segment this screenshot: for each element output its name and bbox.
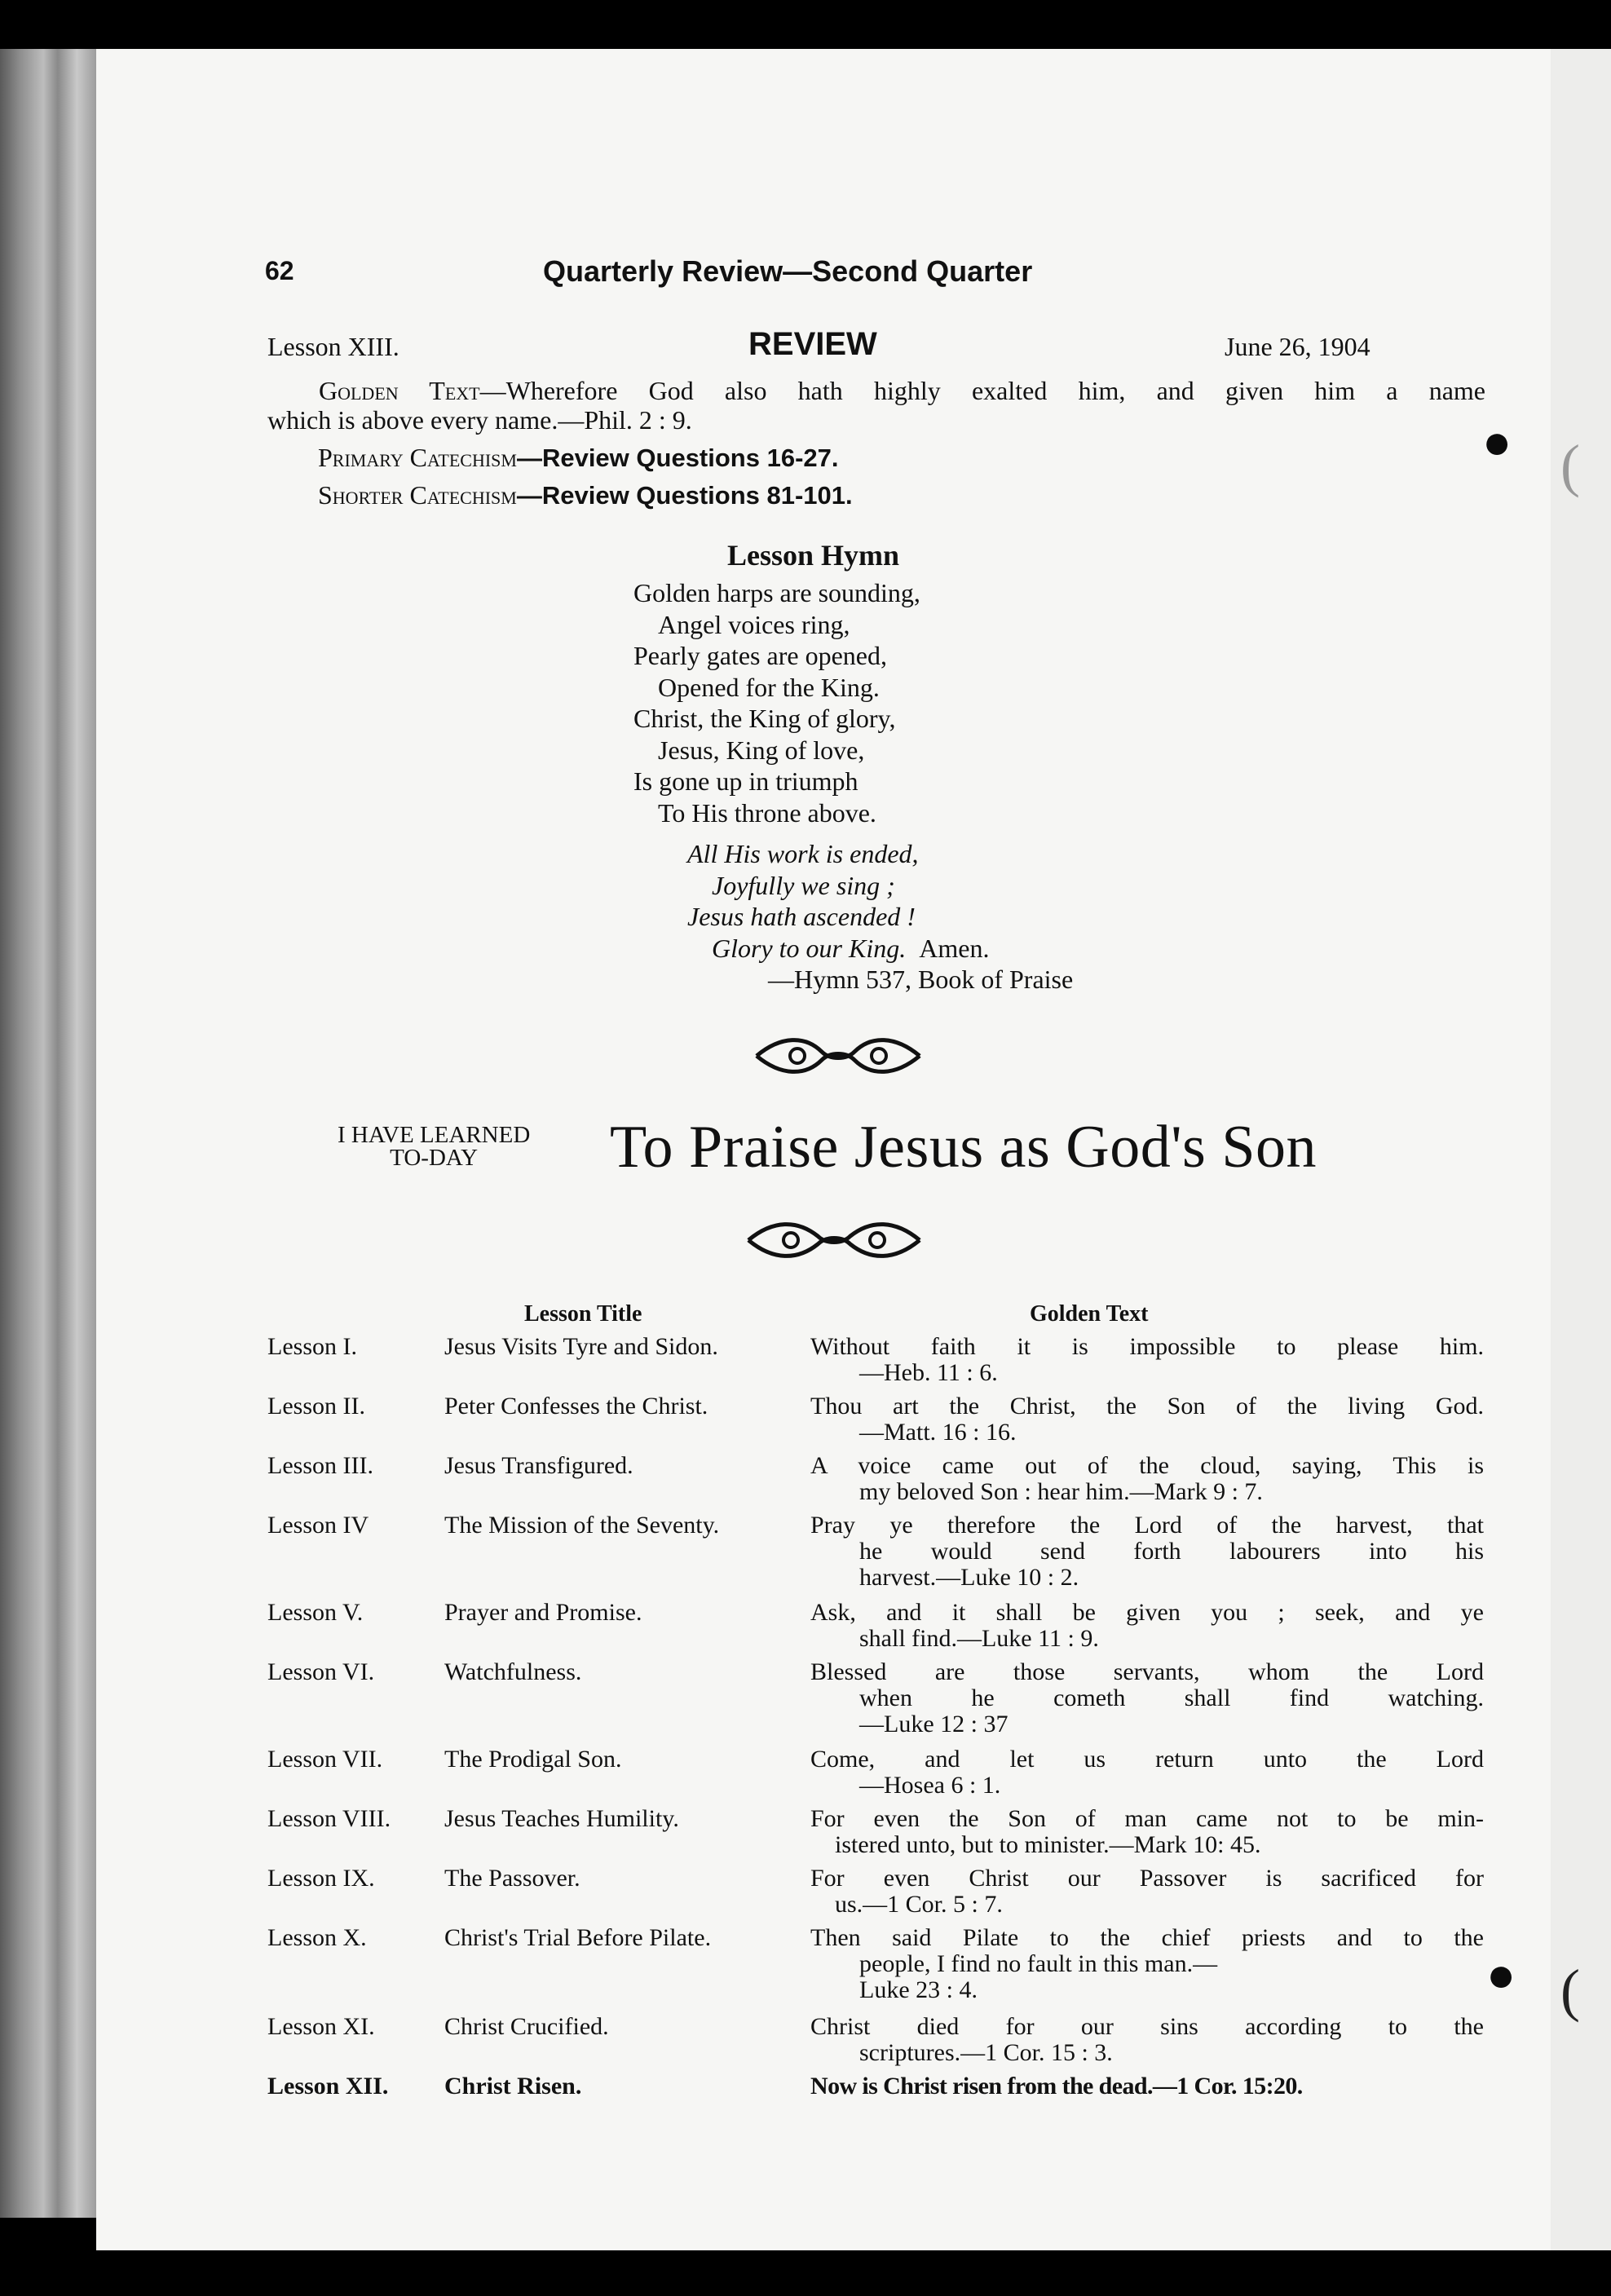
lesson-date: June 26, 1904 — [1225, 332, 1370, 361]
hymn-line: Christ, the King of glory, — [633, 704, 896, 733]
lesson-number: Lesson IX. — [267, 1865, 375, 1892]
golden-text-line: For even Christ our Passover is sacrificed for — [810, 1865, 1484, 1892]
hymn-line: Golden harps are sounding, — [633, 578, 920, 607]
lesson-number: Lesson VII. — [267, 1746, 383, 1773]
hymn-line: Opened for the King. — [658, 672, 880, 702]
lesson-title: Watchfulness. — [444, 1658, 582, 1685]
golden-text-line: us.—1 Cor. 5 : 7. — [835, 1891, 1003, 1918]
lesson-number: Lesson X. — [267, 1924, 367, 1951]
golden-text-line: Thou art the Christ, the Son of the living God. — [810, 1393, 1484, 1420]
book-page — [96, 49, 1551, 2250]
ornament-divider — [748, 1027, 928, 1084]
golden-text-cell — [810, 1600, 1484, 1652]
golden-text-cell — [810, 1866, 1484, 1918]
chorus-line: Joyfully we sing ; — [712, 870, 895, 900]
column-header-title: Lesson Title — [524, 1301, 642, 1327]
hymn-line: Is gone up in triumph — [633, 766, 858, 796]
chorus-line — [687, 933, 989, 965]
hymn-verse — [633, 577, 920, 828]
golden-text-line: Now is Christ risen from the dead.—1 Cor. 15:20. — [810, 2073, 1303, 2100]
lesson-number: Lesson XI. — [267, 2013, 375, 2040]
golden-text-line: —Heb. 11 : 6. — [859, 1359, 998, 1386]
golden-text-line: Then said Pilate to the chief priests and to the — [810, 1924, 1484, 1951]
ornament-divider — [740, 1212, 928, 1269]
lesson-number: Lesson VI. — [267, 1658, 375, 1685]
lesson-title: The Passover. — [444, 1865, 580, 1892]
golden-text-line: Blessed are those servants, whom the Lord — [810, 1658, 1484, 1685]
hymn-line: Jesus, King of love, — [658, 735, 865, 765]
golden-text-line: Without faith it is impossible to please him. — [810, 1333, 1484, 1360]
golden-text-line: when he cometh shall find watching. — [859, 1684, 1484, 1711]
learned-label-line: TO-DAY — [390, 1145, 479, 1171]
chorus-line-text: Glory to our King. — [712, 933, 907, 963]
ink-mark: ( — [1560, 433, 1580, 498]
running-head: Quarterly Review—Second Quarter — [543, 254, 1033, 288]
chorus-line: All His work is ended, — [687, 839, 919, 868]
lesson-title: Jesus Visits Tyre and Sidon. — [444, 1333, 718, 1360]
learned-title: To Praise Jesus as God's Son — [610, 1114, 1317, 1181]
section-title: REVIEW — [748, 326, 877, 362]
golden-text-cell — [810, 1746, 1484, 1799]
hymn-source: —Hymn 537, Book of Praise — [768, 965, 1074, 994]
lesson-title: Jesus Teaches Humility. — [444, 1805, 679, 1832]
lesson-title: Peter Confesses the Christ. — [444, 1393, 708, 1420]
book-page-edges — [0, 49, 96, 2218]
hymn-line: Pearly gates are opened, — [633, 641, 887, 670]
golden-text-line: —Hosea 6 : 1. — [859, 1772, 1001, 1799]
lesson-number: Lesson XII. — [267, 2073, 389, 2100]
lesson-title: Christ's Trial Before Pilate. — [444, 1924, 712, 1951]
learned-label — [338, 1124, 530, 1169]
golden-text-line: my beloved Son : hear him.—Mark 9 : 7. — [859, 1478, 1263, 1505]
primary-catechism — [318, 442, 839, 474]
golden-text-line: —Matt. 16 : 16. — [859, 1419, 1017, 1446]
ink-blot: ● — [1482, 415, 1512, 469]
hymn-chorus — [687, 838, 989, 964]
column-header-golden-text: Golden Text — [1030, 1301, 1149, 1327]
lesson-number: Lesson IV — [267, 1512, 369, 1539]
lesson-title: Christ Risen. — [444, 2073, 582, 2100]
golden-text-cell — [810, 1659, 1484, 1737]
lesson-title: Christ Crucified. — [444, 2013, 609, 2040]
golden-text-cell — [810, 1334, 1484, 1386]
hymn-amen: Amen. — [919, 933, 990, 963]
lesson-title: The Prodigal Son. — [444, 1746, 622, 1773]
golden-text-cell — [810, 2073, 1484, 2100]
ink-mark: ( — [1560, 1958, 1580, 2023]
golden-text-line: For even the Son of man came not to be min- — [810, 1805, 1484, 1832]
lesson-title: Jesus Transfigured. — [444, 1452, 633, 1479]
golden-text-line: A voice came out of the cloud, saying, This is — [810, 1452, 1484, 1479]
primary-catechism-value: —Review Questions 16-27. — [516, 444, 839, 472]
golden-text-cell — [810, 1453, 1484, 1505]
primary-catechism-label: Primary Catechism — [318, 443, 517, 472]
golden-text-cell — [810, 2014, 1484, 2066]
chorus-line: Jesus hath ascended ! — [687, 902, 916, 931]
golden-text-line: scriptures.—1 Cor. 15 : 3. — [859, 2039, 1113, 2066]
shorter-catechism — [318, 479, 853, 511]
golden-text-cell — [810, 1925, 1484, 2003]
ink-blot: ● — [1486, 1948, 1516, 2002]
facing-page-edge — [1551, 49, 1611, 2250]
golden-text-continued: which is above every name.—Phil. 2 : 9. — [267, 405, 692, 435]
golden-text-body: —Wherefore God also hath highly exalted him, and given him a name — [479, 376, 1486, 405]
learned-label-line: I HAVE LEARNED — [338, 1122, 531, 1148]
golden-text-line: he would send forth labourers into his — [859, 1538, 1484, 1565]
shorter-catechism-value: —Review Questions 81-101. — [516, 481, 853, 510]
golden-text-line: Pray ye therefore the Lord of the harvest, that — [810, 1512, 1484, 1539]
hymn-line: Angel voices ring, — [658, 609, 850, 639]
golden-text-line: Ask, and it shall be given you ; seek, and ye — [810, 1599, 1484, 1626]
golden-text — [267, 375, 1485, 406]
golden-text-line: Luke 23 : 4. — [859, 1976, 978, 2003]
golden-text-line: people, I find no fault in this man.— — [859, 1950, 1218, 1977]
golden-text-label: Golden Text — [319, 376, 480, 405]
page-number: 62 — [265, 256, 294, 285]
lesson-number: Lesson III. — [267, 1452, 373, 1479]
golden-text-line: istered unto, but to minister.—Mark 10: 45. — [835, 1831, 1261, 1858]
lesson-title: The Mission of the Seventy. — [444, 1512, 720, 1539]
golden-text-line: harvest.—Luke 10 : 2. — [859, 1564, 1079, 1591]
lesson-number: Lesson V. — [267, 1599, 364, 1626]
lesson-number: Lesson I. — [267, 1333, 357, 1360]
lesson-number: Lesson II. — [267, 1393, 365, 1420]
hymn-line: To His throne above. — [658, 797, 876, 828]
hymn-title: Lesson Hymn — [727, 539, 900, 572]
shorter-catechism-label: Shorter Catechism — [318, 480, 517, 510]
golden-text-line: Come, and let us return unto the Lord — [810, 1746, 1484, 1773]
lesson-label: Lesson XIII. — [267, 332, 399, 361]
golden-text-line: shall find.—Luke 11 : 9. — [859, 1625, 1099, 1652]
golden-text-line: Christ died for our sins according to the — [810, 2013, 1484, 2040]
golden-text-cell — [810, 1393, 1484, 1446]
golden-text-cell — [810, 1806, 1484, 1858]
lesson-number: Lesson VIII. — [267, 1805, 391, 1832]
golden-text-line: —Luke 12 : 37 — [859, 1711, 1009, 1737]
lesson-title: Prayer and Promise. — [444, 1599, 642, 1626]
golden-text-cell — [810, 1512, 1484, 1591]
